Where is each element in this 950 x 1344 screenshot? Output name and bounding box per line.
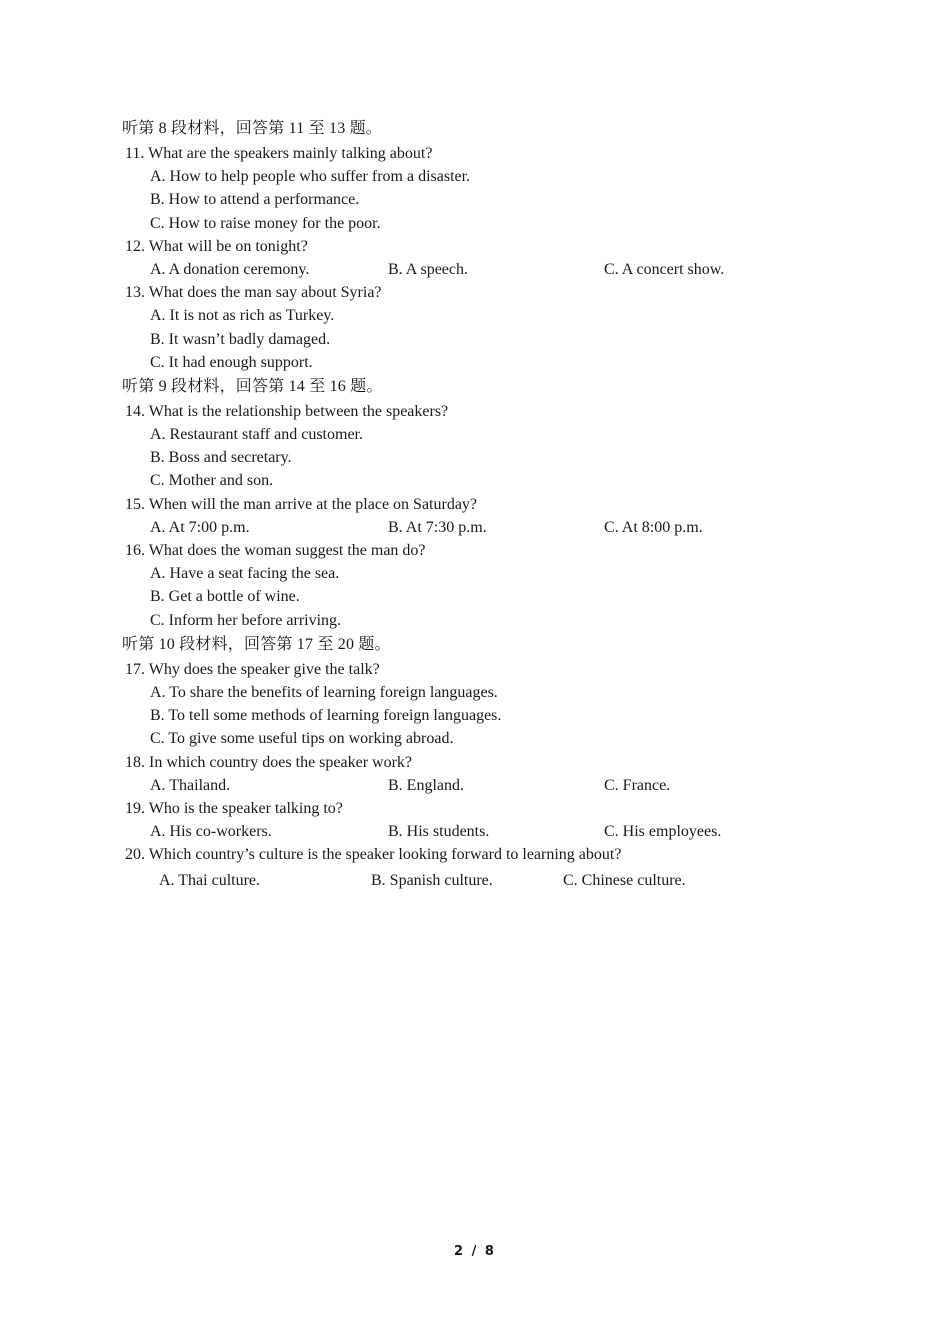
answer-option: A. At 7:00 p.m. [150, 518, 250, 536]
answer-option: A. To share the benefits of learning foreign languages. [150, 683, 498, 701]
answer-options-row [122, 774, 842, 797]
question-stem: 13. What does the man say about Syria? [125, 284, 382, 302]
answer-option: B. His students. [388, 823, 490, 841]
question-stem: 20. Which country’s culture is the speaker looking forward to learning about? [125, 846, 622, 864]
answer-option: C. At 8:00 p.m. [604, 518, 703, 536]
answer-option: B. How to attend a performance. [150, 191, 360, 209]
question-stem: 15. When will the man arrive at the place on Saturday? [125, 495, 478, 513]
answer-option: C. Inform her before arriving. [150, 611, 342, 629]
page-number: 2 / 8 [454, 1244, 496, 1259]
answer-option: B. To tell some methods of learning foreign languages. [150, 707, 502, 725]
answer-option: A. How to help people who suffer from a disaster. [150, 168, 471, 186]
listening-content [122, 116, 842, 892]
section-heading: 听第 8 段材料，回答第 11 至 13 题。 [122, 120, 383, 137]
answer-option: C. How to raise money for the poor. [150, 214, 381, 232]
answer-option: C. To give some useful tips on working abroad. [150, 730, 454, 748]
section-heading: 听第 9 段材料，回答第 14 至 16 题。 [122, 377, 383, 395]
answer-options-row [122, 258, 842, 281]
answer-option: C. His employees. [604, 823, 722, 841]
answer-option: B. England. [388, 776, 464, 794]
answer-option: C. Chinese culture. [563, 872, 686, 890]
answer-option: C. It had enough support. [150, 353, 313, 371]
answer-options-row [122, 866, 842, 892]
answer-option: B. Boss and secretary. [150, 449, 292, 467]
answer-option: C. A concert show. [604, 260, 725, 278]
answer-option: A. Thai culture. [159, 872, 261, 890]
answer-option: B. Spanish culture. [371, 872, 493, 890]
question-stem: 16. What does the woman suggest the man do? [125, 542, 426, 559]
answer-option: C. France. [604, 776, 671, 794]
answer-option: C. Mother and son. [150, 472, 274, 490]
answer-option: A. Thailand. [150, 776, 231, 794]
answer-option: B. At 7:30 p.m. [388, 518, 487, 536]
answer-options-row [122, 820, 842, 843]
answer-option: A. A donation ceremony. [150, 260, 310, 278]
section-heading: 听第 10 段材料，回答第 17 至 20 题。 [122, 635, 391, 653]
answer-options-row [122, 516, 842, 539]
answer-option: B. A speech. [388, 260, 468, 278]
question-stem: 11. What are the speakers mainly talking about? [125, 145, 433, 162]
answer-option: B. It wasn’t badly damaged. [150, 330, 331, 348]
question-stem: 12. What will be on tonight? [125, 237, 308, 255]
question-stem: 19. Who is the speaker talking to? [125, 799, 343, 817]
answer-option: B. Get a bottle of wine. [150, 588, 300, 606]
answer-option: A. His co-workers. [150, 823, 272, 841]
answer-option: A. It is not as rich as Turkey. [150, 307, 335, 325]
question-stem: 18. In which country does the speaker work? [125, 753, 413, 771]
question-stem: 17. Why does the speaker give the talk? [125, 660, 380, 678]
question-stem: 14. What is the relationship between the speakers? [125, 402, 449, 420]
answer-option: A. Have a seat facing the sea. [150, 565, 340, 583]
answer-option: A. Restaurant staff and customer. [150, 426, 363, 444]
